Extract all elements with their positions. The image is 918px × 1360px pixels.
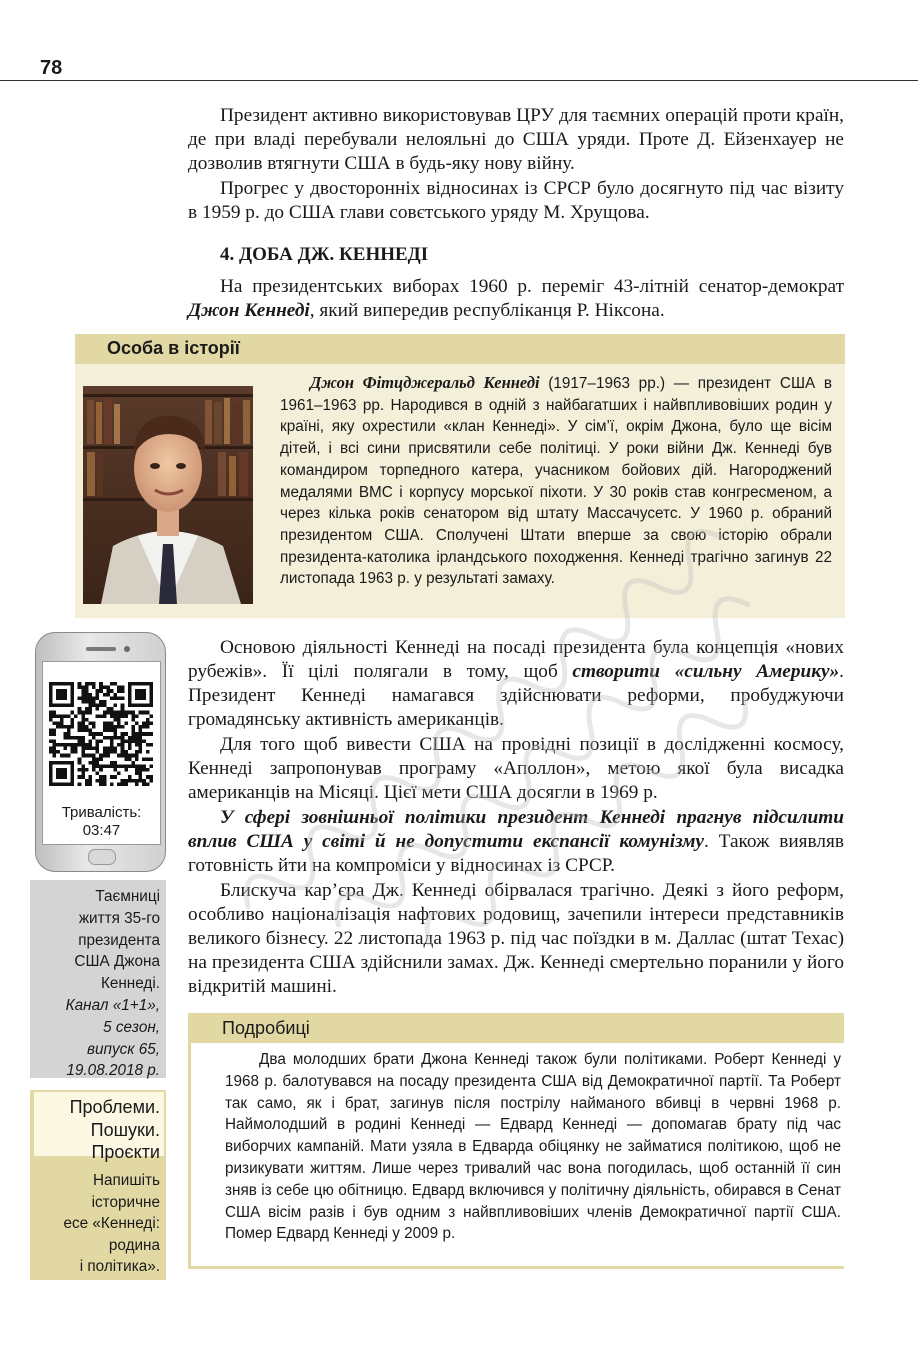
person-biography — [280, 372, 832, 590]
video-caption-text — [66, 886, 160, 1082]
title-line: Пошуки. — [90, 1119, 160, 1140]
top-rule — [0, 80, 918, 81]
person-in-history-box — [75, 334, 845, 618]
details-box-title: Подробиці — [222, 1018, 310, 1038]
text-run: . Президент Кеннеді намагався здійснювати реформи, пробуджуючи громадянську активність американців. — [188, 661, 844, 730]
emphasis-foreign-policy: У сфері зовнішньої політики президент Кеннеді прагнув підсилити вплив США у світі й не допустити експансії комунізму — [188, 807, 844, 852]
caption-line: США Джона — [74, 953, 160, 971]
title-line: Проблеми. — [69, 1097, 160, 1117]
person-name: Джон Фітцджеральд Кеннеді — [310, 373, 540, 392]
duration-value: 03:47 — [82, 822, 121, 839]
phone-home-button — [88, 849, 116, 865]
text-run: Основою діяльності Кеннеді на посаді президента була концепція «нових рубежів». Її цілі полягали в тому, щоб — [188, 637, 844, 682]
paragraph-foreign-policy — [188, 806, 844, 878]
video-duration — [43, 804, 160, 840]
qr-code-icon[interactable] — [49, 682, 153, 786]
text-run: На президентських виборах 1960 р. переміг 43-літній сенатор-демократ — [220, 276, 844, 297]
phone-screen — [42, 661, 161, 845]
task-line: есе «Кеннеді: — [63, 1215, 160, 1233]
problems-box-header — [34, 1092, 164, 1162]
paragraph-elections — [188, 275, 844, 323]
paragraph-new-frontier — [188, 636, 844, 732]
biography-text: (1917–1963 рр.) — президент США в 1961–1963 рр. Народився в одній з найбагатших і найвпливовіших родин у країні, яку охрестили «клан Кеннеді». У сім’ї, окрім Джона, було ще вісім дітей, і всі сини присвятили себе політиці. У роки війни Дж. Кеннеді був командиром торпедного катера, учасником бойових дій. Нагороджений медалями ВМС і корпусу морської піхоти. У 30 років став конгресменом, а через кілька років сенатором від штату Массачусетс. У 1960 р. обраний президентом США. Сполучені Штати вперше за свою історію обрали президента-католика ірландського походження. Кеннеді трагічно загинув 22 листопада 1963 р. у результаті замаху. — [280, 375, 833, 588]
problems-box — [30, 1090, 166, 1280]
text-run: , який випередив республіканця Р. Ніксона. — [309, 300, 665, 321]
details-text: Два молодших брати Джона Кеннеді також були політиками. Роберт Кеннеді у 1968 р. балотувався на посаду президента США від Демократичної партії. Та Роберт так само, як і брат, загинув після пострілу найманого вбивці в червні 1968 р. Наймолодший в родині Кеннеді — Едвард Кеннеді — допомагав брату під час виборчих кампаній. Мати узяла в Едварда обіцянку не займатися політикою, щоб не ризикувати життям. Лише через тривалий час вона погодилась, щоб останній її син зняв із себе цю обітницю. Едвард включився у політичну діяльність, обирався в Сенат США вісім разів і був одним з найвпливовіших членів Демократичної партії США. Помер Едвард Кеннеді у 2009 р. — [225, 1051, 841, 1243]
phone-camera — [124, 646, 130, 652]
video-caption-box — [30, 880, 166, 1078]
caption-line: президента — [78, 931, 160, 949]
paragraph-assassination: Блискуча кар’єра Дж. Кеннеді обірвалася трагічно. Деякі з його реформ, особливо націоналізація нафтових родовищ, зачепили інтереси представників великого бізнесу. 22 листопада 1963 р. під час поїздки в м. Даллас (штат Техас) на президента США здійснили замах. Дж. Кеннеді смертельно поранили у його відкритій машині. — [188, 880, 844, 997]
paragraph-progress: Прогрес у двосторонніх відносинах із СРСР було досягнуто під час візиту в 1959 р. до США глави совєтського уряду М. Хрущова. — [188, 178, 844, 223]
caption-line: життя 35-го — [78, 909, 160, 927]
portrait-photo — [83, 386, 253, 604]
paragraph-cia: Президент активно використовував ЦРУ для таємних операцій проти країн, де при владі перебували нелояльні до США уряди. Проте Д. Ейзенхауер не дозволив втягнути США в будь-яку нову війну. — [188, 105, 844, 174]
problems-task — [64, 1170, 160, 1278]
caption-line: 19.08.2018 р. — [66, 1062, 160, 1080]
details-box-header — [188, 1013, 844, 1043]
caption-line: випуск 65, — [87, 1040, 160, 1058]
text-run: . Також виявляв готовність йти на компроміси у відносинах із СРСР. — [188, 831, 844, 876]
details-box — [188, 1013, 844, 1269]
emphasis-kennedy: Джон Кеннеді — [188, 300, 310, 321]
person-box-header — [75, 334, 845, 364]
section-heading: 4. ДОБА ДЖ. КЕННЕДІ — [220, 244, 429, 265]
task-line: і політика». — [79, 1258, 160, 1276]
caption-line: Кеннеді. — [100, 975, 160, 993]
paragraph-apollo: Для того щоб вивести США на провідні позиції в дослідженні космосу, Кеннеді запропонував програму «Аполлон», метою якої була висадка американців на Місяці. Цієї мети США досягли в 1969 р. — [188, 734, 844, 803]
title-line: Проєкти — [91, 1142, 160, 1162]
task-line: родина — [108, 1236, 160, 1254]
task-line: Напишіть — [92, 1172, 160, 1189]
phone-frame — [35, 632, 166, 872]
person-box-title: Особа в історії — [107, 338, 240, 358]
caption-line: Канал «1+1», — [65, 996, 160, 1014]
task-line: історичне — [91, 1193, 160, 1211]
problems-box-title — [70, 1096, 160, 1164]
emphasis-strong-america: створити «сильну Америку» — [572, 661, 840, 682]
caption-line: 5 сезон, — [103, 1018, 160, 1036]
page-number: 78 — [40, 57, 63, 79]
phone-speaker — [86, 647, 116, 651]
caption-line: Таємниці — [95, 888, 160, 905]
duration-label: Тривалість: — [61, 804, 142, 821]
